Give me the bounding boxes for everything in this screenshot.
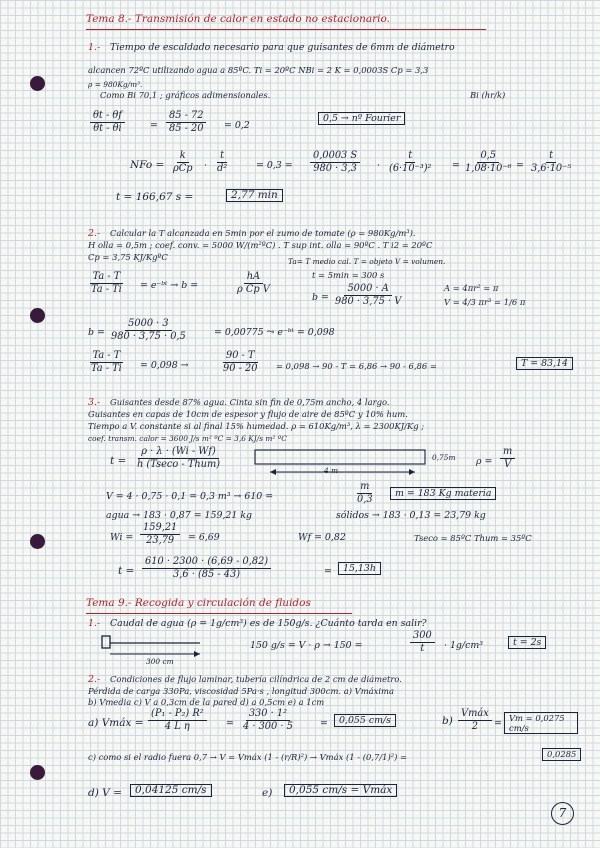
fraction: $\frac{5000 \cdot A}{980 \cdot 3,75 \cdot V}$ — [335, 283, 402, 307]
fraction: $\frac{hA}{\text{ρ Cp V}}$ — [237, 271, 270, 295]
problem-text: Cp = 3,75 KJ/KgºC — [88, 252, 168, 262]
title-underline — [86, 29, 486, 30]
fraction: $\frac{Ta - T}{Ta - Ti}$ — [91, 350, 122, 374]
boxed-result: 0,5 → nº Fourier — [318, 112, 405, 125]
problem-number: 2.- — [88, 674, 101, 685]
fraction: $\frac{610 \cdot 2300 \cdot (6,69 - 0,82)}{3,6 \cdot (85 - 43)}$ — [142, 556, 271, 581]
problem-text: Como Bi 70,1 ; gráficos adimensionales. — [100, 90, 271, 100]
problem-text: Caudal de agua (ρ = 1g/cm³) es de 150g/s. ¿Cuánto tarda en salir? — [110, 618, 427, 629]
fraction: $\frac{Ta - T}{Ta - Ti}$ — [91, 271, 122, 295]
problem-text: alcancen 72ºC utilizando agua a 85ºC. Ti = 20ºC NBi = 2 K = 0,0003S Cp = 3,3 — [88, 65, 429, 75]
boxed-answer: T = 83,14 — [516, 357, 573, 370]
problem-text: H olla = 0,5m ; coef. conv. = 5000 W/(m²ºC) . T sup int. olla = 90ºC . T i2 = 20ºC — [88, 240, 433, 250]
fraction: $\frac{t}{\text{(6·10⁻³)²}}$ — [389, 150, 432, 174]
page-number: 7 — [551, 802, 574, 825]
problem-text: Guisantes en capas de 10cm de espesor y flujo de aire de 85ºC y 10% hum. — [88, 409, 408, 419]
boxed-answer: 0,055 cm/s = Vmáx — [284, 784, 397, 797]
result: = 0,2 — [224, 120, 250, 131]
boxed-answer: Vm = 0,0275 cm/s — [504, 712, 578, 734]
problem-number: 3.- — [88, 397, 101, 408]
problem-text: Bi (hr/k) — [470, 90, 506, 100]
section-title-tema8: Tema 8.- Transmisión de calor en estado no estacionario. — [86, 13, 390, 25]
binder-hole — [30, 765, 45, 780]
problem-text: ρ = 980Kg/m³. — [88, 80, 143, 89]
problem-note: Ta= T medio cal. T = objeto V = volumen. — [288, 257, 446, 266]
pipe-length-label: 300 cm — [146, 657, 174, 666]
problem-text: Guisantes desde 87% agua. Cinta sin fin de 0,75m ancho, 4 largo. — [110, 397, 390, 407]
section-title-tema9: Tema 9.- Recogida y circulación de fluidos — [86, 597, 311, 609]
title-underline — [86, 613, 352, 614]
fraction: ρ · λ · (Wi - Wf) h (Tseco - Thum) — [137, 446, 221, 470]
fraction: Vmáx 2 — [458, 708, 492, 733]
fraction: $\frac{m}{0,3}$ — [357, 481, 373, 505]
fraction: $\frac{0,5}{\text{1,08·10⁻⁶}}$ — [465, 150, 512, 174]
fraction: $\frac{159,21}{23,79}$ — [140, 522, 180, 547]
problem-text: Tiempo a V. constante si al final 15% humedad. ρ = 610Kg/m³, λ = 2300KJ/Kg ; — [88, 421, 425, 431]
fraction: $\frac{5000 \cdot 3}{980 \cdot 3,75 \cdot 0,5}$ — [111, 318, 186, 342]
binder-hole — [30, 534, 45, 549]
problem-text: b) Vmedia c) V a 0,3cm de la pared d) a 0,5cm e) a 1cm — [88, 697, 325, 707]
fraction: k ρCp — [173, 150, 193, 174]
boxed-answer: 2,77 min — [226, 189, 283, 202]
boxed-answer: 0,04125 cm/s — [130, 784, 212, 797]
problem-text: Calcular la T alcanzada en 5min por el zumo de tomate (ρ = 980Kg/m³). — [110, 228, 416, 238]
fraction: $\frac{300}{t}$ — [410, 630, 435, 655]
binder-hole — [30, 76, 45, 91]
problem-number: 2.- — [88, 228, 101, 239]
answer-text: t = 166,67 s = — [116, 191, 194, 203]
binder-hole — [30, 308, 45, 323]
problem-text: Condiciones de flujo laminar, tubería cilíndrica de 2 cm de diámetro. — [110, 674, 402, 684]
fraction: $\frac{85 - 72}{85 - 20}$ — [166, 110, 206, 135]
fraction: $\frac{\text{330 · 1²}}{4 \cdot 300 \cdot 5}$ — [243, 708, 293, 732]
boxed-answer: 15,13h — [338, 562, 381, 575]
problem-number: 1.- — [88, 618, 101, 629]
fraction: $\frac{\theta t - \theta f}{\theta t - \theta i}$ — [90, 110, 125, 135]
fraction: $\frac{90 - T}{90 - 20}$ — [223, 350, 258, 374]
problem-text: Pérdida de carga 330Pa, viscosidad 5Pa·s , longitud 300cm. a) Vmáxima — [88, 686, 394, 696]
boxed-answer: 0,055 cm/s — [334, 714, 396, 727]
belt-width-label: 0,75m — [432, 453, 456, 462]
fourier-label: NFo = — [130, 159, 165, 171]
fraction: $\frac{t}{\text{d²}}$ — [217, 150, 228, 174]
problem-number: 1.- — [88, 42, 101, 53]
problem-text: coef. transm. calor = 3600 J/s m² ºC = 3,6 KJ/s m² ºC — [88, 434, 287, 443]
boxed-answer: 0,0285 — [542, 748, 581, 761]
fraction: $\frac{t}{\text{3,6·10⁻⁵}}$ — [531, 150, 572, 174]
belt-length-label: 4 m — [324, 466, 339, 475]
fraction: $\frac{m}{V}$ — [500, 446, 515, 471]
conveyor-belt-diagram — [250, 444, 440, 478]
fraction: $\frac{\text{(P₁ - P₂) R²}}{\text{4 L η}}$ — [148, 708, 207, 733]
problem-text: Tiempo de escaldado necesario para que guisantes de 6mm de diámetro — [110, 42, 455, 53]
boxed-result: m = 183 Kg materia — [390, 487, 496, 500]
boxed-answer: t = 2s — [508, 636, 546, 649]
fraction: $\frac{0,0003 S}{980 \cdot 3,3}$ — [310, 150, 360, 175]
